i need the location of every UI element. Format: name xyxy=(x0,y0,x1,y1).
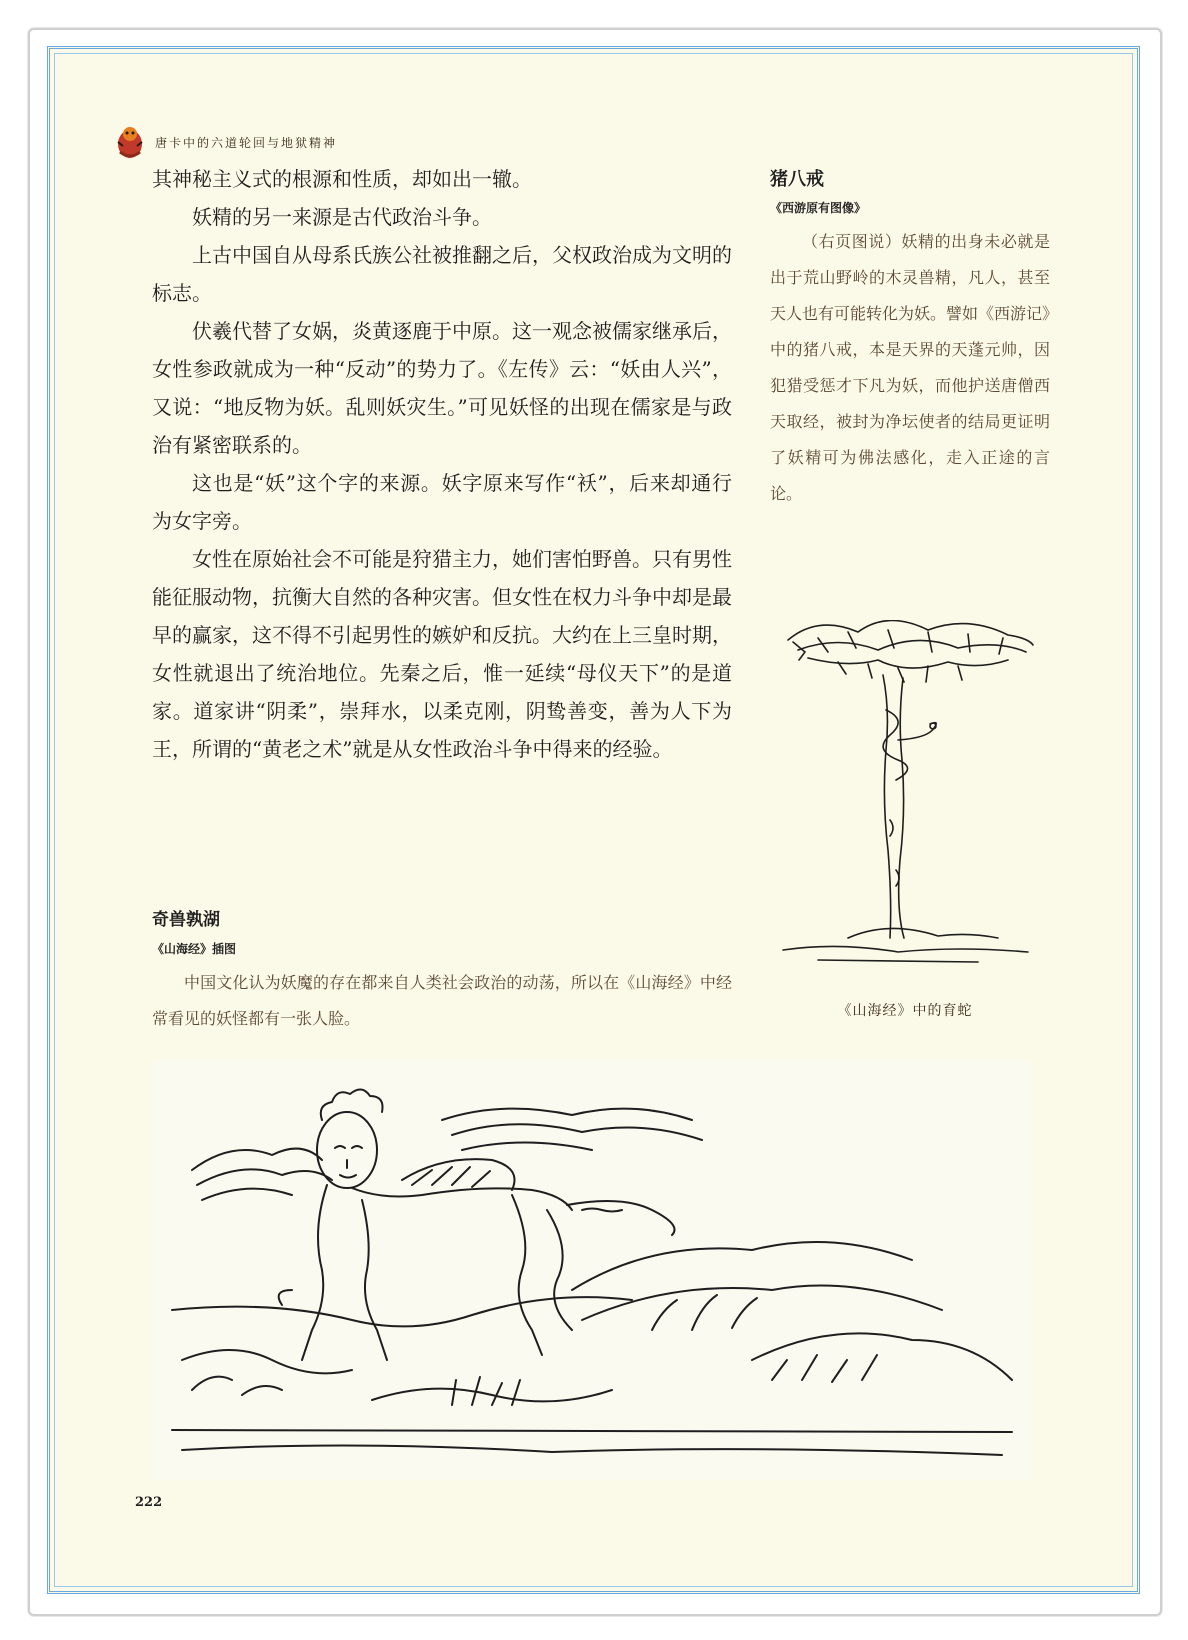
tree-serpent-illustration xyxy=(778,620,1038,970)
deity-emblem-icon xyxy=(115,122,145,162)
page-number: 222 xyxy=(135,1495,163,1510)
running-head-title: 唐卡中的六道轮回与地狱精神 xyxy=(155,135,338,150)
running-head xyxy=(115,122,337,162)
paragraph: 女性在原始社会不可能是狩猎主力，她们害怕野兽。只有男性能征服动物，抗衡大自然的各种灾害。但女性在权力斗争中却是最早的赢家，这不得不引起男性的嫉妒和反抗。大约在上三皇时期，女性就退出了统治地位。先秦之后，惟一延续“母仪天下”的是道家。道家讲“阴柔”，崇拜水，以柔克刚，阴鸷善变，善为人下为王，所谓的“黄老之术”就是从女性政治斗争中得来的经验。 xyxy=(152,547,732,761)
sidebar-body: （右页图说）妖精的出身未必就是出于荒山野岭的木灵兽精，凡人，甚至天人也有可能转化为妖。譬如《西游记》中的猪八戒，本是天界的天蓬元帅，因犯猎受惩才下凡为妖，而他护送唐僧西天取经，被封为净坛使者的结局更证明了妖精可为佛法感化，走入正途的言论。 xyxy=(770,232,1051,503)
paragraph: 其神秘主义式的根源和性质，却如出一辙。 xyxy=(152,167,532,191)
beast-caption xyxy=(152,905,732,1037)
paragraph: 伏羲代替了女娲，炎黄逐鹿于中原。这一观念被儒家继承后，女性参政就成为一种“反动”的势力了。《左传》云：“妖由人兴”，又说：“地反物为妖。乱则妖灾生。”可见妖怪的出现在儒家是与政治有紧密联系的。 xyxy=(152,319,732,457)
sidebar-caption xyxy=(770,165,1050,512)
paragraph: 上古中国自从母系氏族公社被推翻之后，父权政治成为文明的标志。 xyxy=(152,243,732,305)
main-text-column xyxy=(152,160,732,768)
beast-source: 《山海经》插图 xyxy=(152,942,237,956)
sidebar-source: 《西游原有图像》 xyxy=(770,201,867,215)
beast-body: 中国文化认为妖魔的存在都来自人类社会政治的动荡，所以在《山海经》中经常看见的妖怪都有一张人脸。 xyxy=(152,973,732,1028)
beast-title: 奇兽孰湖 xyxy=(152,910,220,930)
sidebar-title: 猪八戒 xyxy=(770,169,824,190)
paragraph: 这也是“妖”这个字的来源。妖字原来写作“袄”，后来却通行为女字旁。 xyxy=(152,471,732,533)
paragraph: 妖精的另一来源是古代政治斗争。 xyxy=(192,205,492,229)
tree-figure-caption: 《山海经》中的育蛇 xyxy=(837,1003,973,1019)
human-faced-beast-illustration xyxy=(152,1060,1032,1480)
